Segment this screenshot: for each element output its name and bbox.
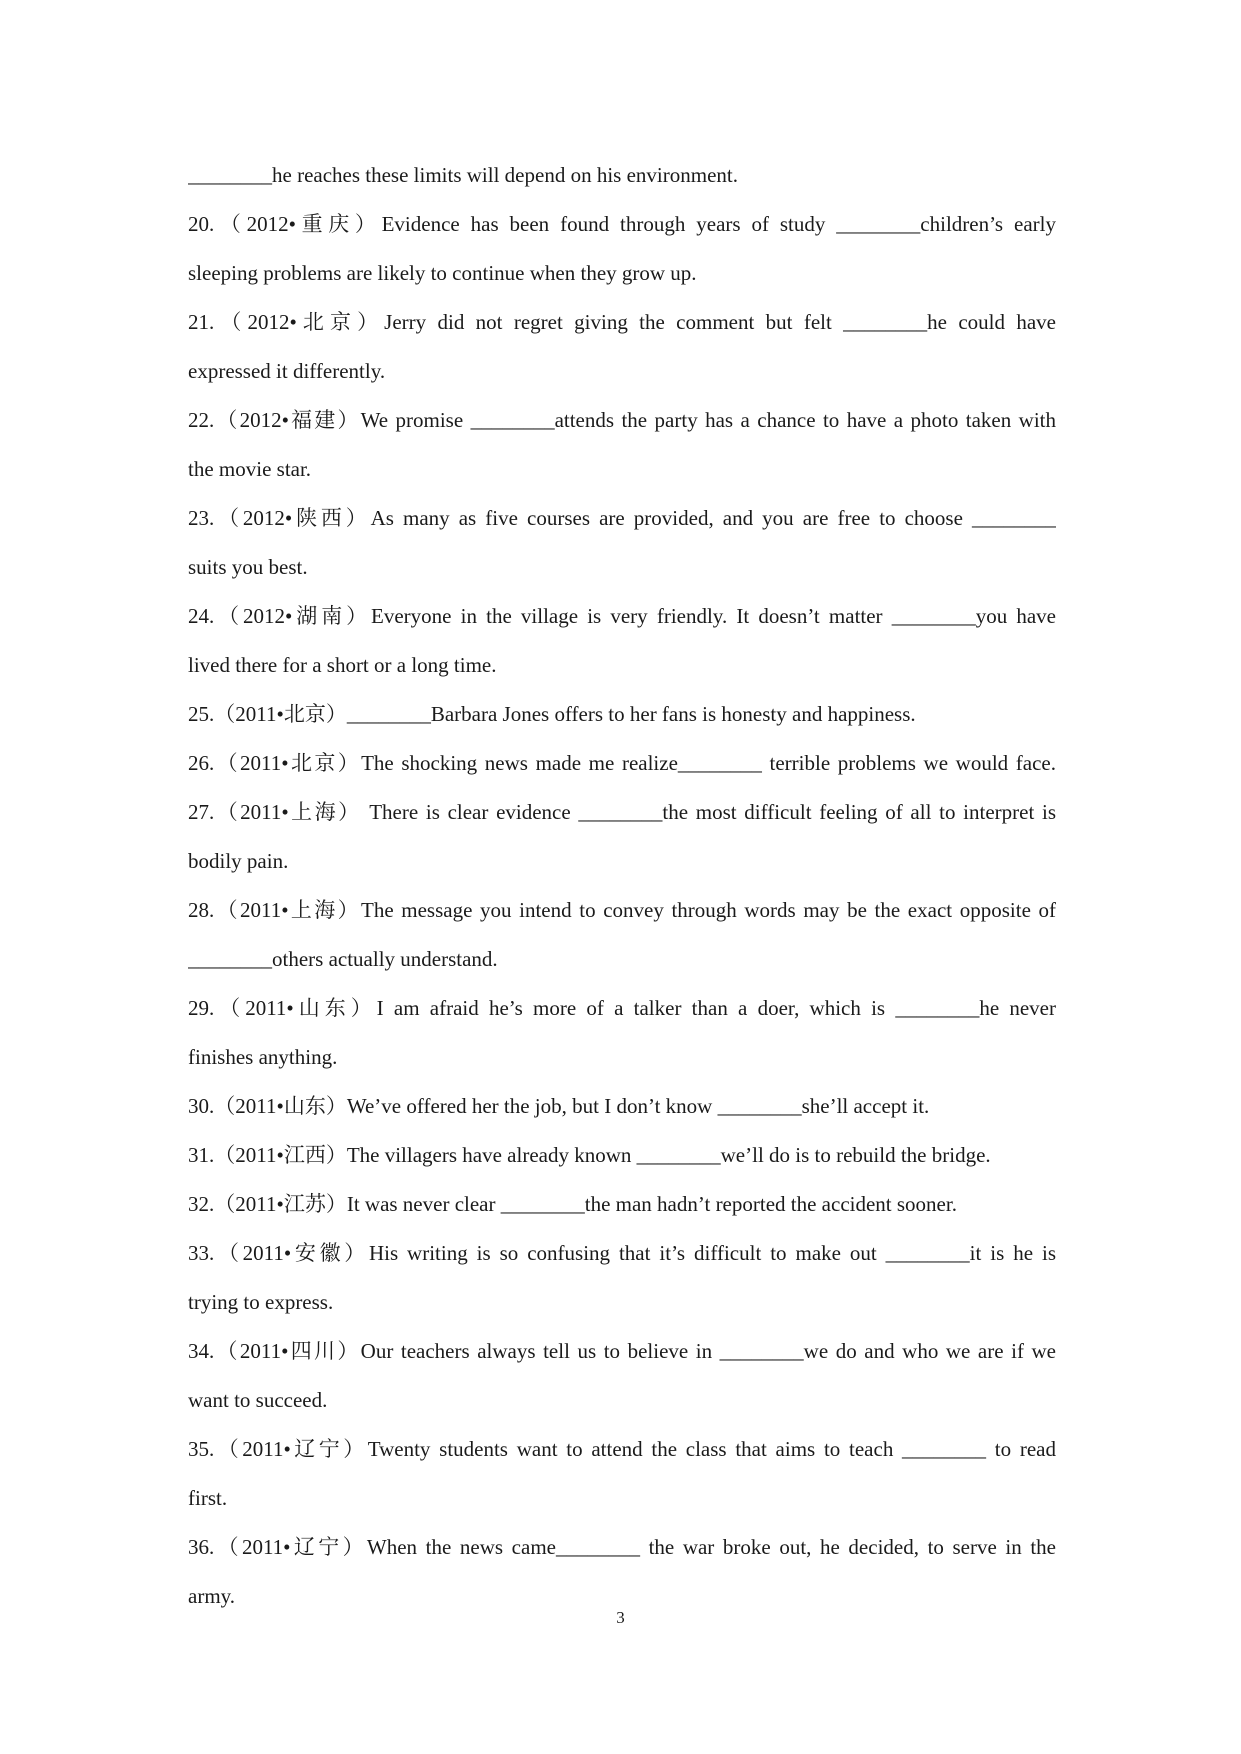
document-body <box>188 151 1056 1621</box>
text-line: first. <box>188 1486 228 1510</box>
text-line: 32.（2011•江苏）It was never clear ________the man hadn’t reported the accident sooner. <box>188 1192 957 1216</box>
text-line: finishes anything. <box>188 1045 338 1069</box>
text-line: the movie star. <box>188 457 312 481</box>
text-line: 27.（2011•上海） There is clear evidence ________the most difficult feeling of all to interpret is <box>188 800 1056 824</box>
text-line: suits you best. <box>188 555 308 579</box>
text-line: 33.（2011•安徽）His writing is so confusing that it’s difficult to make out ________it is he is <box>188 1241 1056 1265</box>
text-line: 29.（2011•山东）I am afraid he’s more of a talker than a doer, which is ________he never <box>188 996 1056 1020</box>
text-line: 20.（2012•重庆）Evidence has been found through years of study ________children’s early <box>188 212 1056 236</box>
text-line: 36.（2011•辽宁）When the news came________ the war broke out, he decided, to serve in the <box>188 1535 1056 1559</box>
text-line: 25.（2011•北京）________Barbara Jones offers to her fans is honesty and happiness. <box>188 702 916 726</box>
text-line: 30.（2011•山东）We’ve offered her the job, but I don’t know ________she’ll accept it. <box>188 1094 930 1118</box>
text-line: 35.（2011•辽宁）Twenty students want to attend the class that aims to teach ________ to read <box>188 1437 1056 1461</box>
text-line: 31.（2011•江西）The villagers have already known ________we’ll do is to rebuild the bridge. <box>188 1143 991 1167</box>
page-number: 3 <box>616 1608 625 1627</box>
text-line: 21.（2012•北京）Jerry did not regret giving the comment but felt ________he could have <box>188 310 1056 334</box>
text-line: ________he reaches these limits will depend on his environment. <box>188 163 738 187</box>
text-line: ________others actually understand. <box>188 947 498 971</box>
text-line: lived there for a short or a long time. <box>188 653 497 677</box>
text-line: 34.（2011•四川）Our teachers always tell us to believe in ________we do and who we are if we <box>188 1339 1056 1363</box>
text-line: want to succeed. <box>188 1388 328 1412</box>
text-line: 23.（2012•陕西）As many as five courses are provided, and you are free to choose ________ <box>188 506 1056 530</box>
text-line: bodily pain. <box>188 849 289 873</box>
text-line: trying to express. <box>188 1290 334 1314</box>
text-line: 26.（2011•北京）The shocking news made me realize________ terrible problems we would face. <box>188 751 1056 775</box>
text-line: 22.（2012•福建）We promise ________attends the party has a chance to have a photo taken with <box>188 408 1056 432</box>
text-line: army. <box>188 1584 236 1608</box>
text-line: 28.（2011•上海）The message you intend to convey through words may be the exact opposite of <box>188 898 1056 922</box>
text-line: expressed it differently. <box>188 359 386 383</box>
text-line: sleeping problems are likely to continue when they grow up. <box>188 261 697 285</box>
text-line: 24.（2012•湖南）Everyone in the village is very friendly. It doesn’t matter ________you have <box>188 604 1056 628</box>
